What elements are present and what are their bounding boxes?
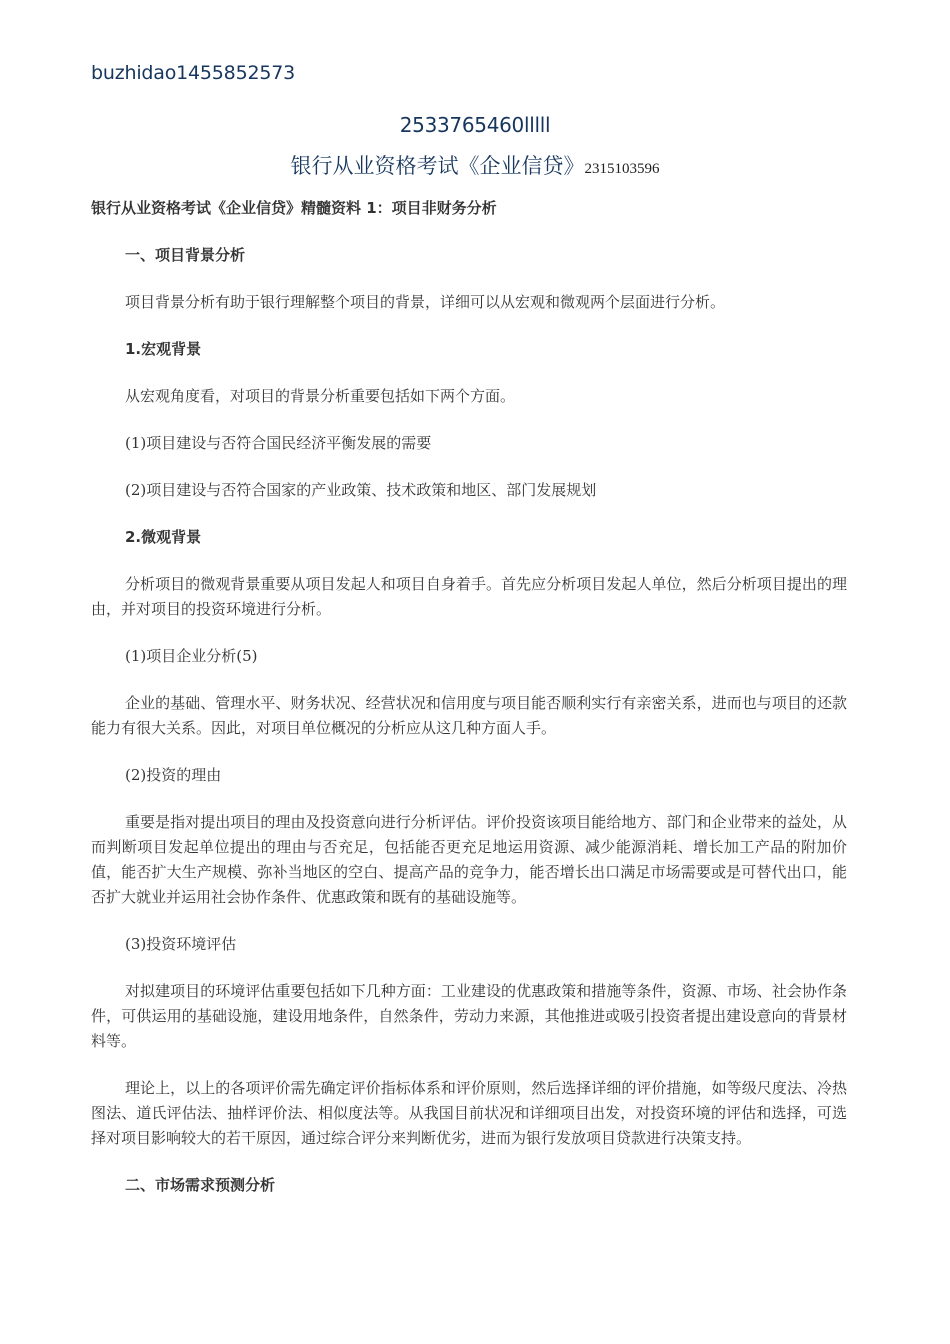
- document-header-id: buzhidao1455852573: [91, 62, 296, 84]
- subheading-micro-background: 2.微观背景: [125, 528, 202, 546]
- paragraph: 对拟建项目的环境评估重要包括如下几种方面：工业建设的优惠政策和措施等条件，资源、市场、社会协作条件，可供运用的基础设施，建设用地条件，自然条件，劳动力来源，其他推进或吸引投资者提出建设意向的背景材料等。: [91, 982, 847, 1050]
- paragraph: 从宏观角度看，对项目的背景分析重要包括如下两个方面。: [125, 387, 516, 405]
- paragraph: 理论上，以上的各项评价需先确定评价指标体系和评价原则，然后选择详细的评价措施，如等级尺度法、冷热图法、道氏评估法、抽样评价法、相似度法等。从我国目前状况和详细项目出发，对投资环境的评估和选择，可选择对项目影响较大的若干原因，通过综合评分来判断优劣，进而为银行发放项目贷款进行决策支持。: [91, 1079, 847, 1147]
- subheading-macro-background: 1.宏观背景: [125, 340, 202, 358]
- paragraph: 企业的基础、管理水平、财务状况、经营状况和信用度与项目能否顺利实行有亲密关系，进而也与项目的还款能力有很大关系。因此，对项目单位概况的分析应从这几种方面人手。: [91, 694, 847, 737]
- heading-market-demand: 二、市场需求预测分析: [125, 1176, 276, 1194]
- heading-project-background: 一、项目背景分析: [125, 246, 246, 264]
- title-code: 2533765460lllll: [399, 113, 551, 137]
- document-body: [91, 196, 847, 1220]
- title-number: 2315103596: [584, 161, 660, 177]
- list-item: (2)项目建设与否符合国家的产业政策、技术政策和地区、部门发展规划: [125, 481, 597, 499]
- paragraph: 项目背景分析有助于银行理解整个项目的背景，详细可以从宏观和微观两个层面进行分析。: [125, 293, 726, 311]
- list-item: (2)投资的理由: [125, 766, 222, 784]
- document-title: [0, 150, 950, 180]
- list-item: (3)投资环境评估: [125, 935, 237, 953]
- list-item: (1)项目企业分析(5): [125, 647, 258, 665]
- paragraph: 重要是指对提出项目的理由及投资意向进行分析评估。评价投资该项目能给地方、部门和企业带来的益处，从而判断项目发起单位提出的理由与否充足，包括能否更充足地运用资源、减少能源消耗、增长加工产品的附加价值，能否扩大生产规模、弥补当地区的空白、提高产品的竞争力，能否增长出口满足市场需要或是可替代出口，能否扩大就业并运用社会协作条件、优惠政策和既有的基础设施等。: [91, 813, 847, 906]
- paragraph: 分析项目的微观背景重要从项目发起人和项目自身着手。首先应分析项目发起人单位，然后分析项目提出的理由，并对项目的投资环境进行分析。: [91, 575, 847, 618]
- section-title: 银行从业资格考试《企业信贷》精髓资料 1：项目非财务分析: [91, 199, 497, 217]
- list-item: (1)项目建设与否符合国民经济平衡发展的需要: [125, 434, 432, 452]
- title-text: 银行从业资格考试《企业信贷》: [290, 154, 585, 178]
